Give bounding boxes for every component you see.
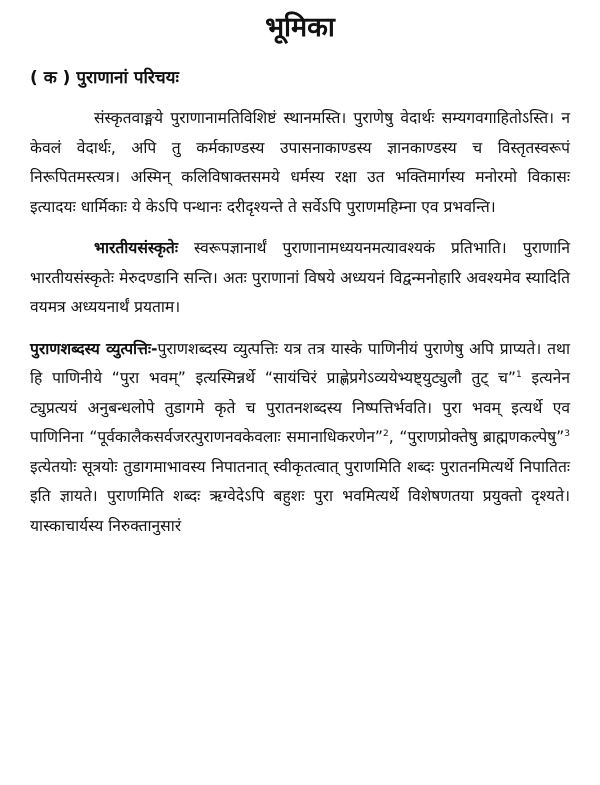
- section-heading: ( क ) पुराणानां परिचयः: [30, 68, 179, 88]
- page-title: भूमिका: [265, 12, 335, 43]
- paragraph-3: [30, 335, 570, 542]
- paragraph-1-text: संस्कृतवाङ्मये पुराणानामतिविशिष्टं स्थानमस्ति। पुराणेषु वेदार्थः सम्यगवगाहितोऽस्ति। न केवलं वेदार्थः, अपि तु कर्मकाण्डस्य उपासनाकाण्डस्य ज्ञानकाण्डस्य च विस्तृतस्वरूपं निरूपितमस्त्यत्र। अस्मिन् कलिविषाक्तसमये धर्मस्य रक्षा उत भक्तिमार्गस्य मनोरमो विकासः इत्यादयः धार्मिकाः ये केऽपि पन्थानः दरीदृश्यन्ते ते सर्वेऽपि पुराणमहिम्ना एव प्रभवन्ति।: [30, 109, 570, 216]
- paragraph-1: [30, 104, 570, 222]
- paragraph-3-text-part1: पुराणशब्दस्य व्युत्पत्तिः यत्र तत्र यास्के पाणिनीयं पुराणेषु अपि प्राप्यते। तथा हि पाणिनीये “पुरा भवम्” इत्यस्मिन्नर्थे “सायंचिरं प्राह्णेप्रगेऽव्ययेभ्यष्ट्युट्युलौ तुट् च”: [30, 339, 571, 387]
- paragraph-3-lead: पुराणशब्दस्य व्युत्पत्तिः-: [30, 339, 158, 358]
- footnote-marker-1: 1: [515, 369, 522, 380]
- paragraph-2-text: स्वरूपज्ञानार्थं पुराणानामध्ययनमत्यावश्यकं प्रतिभाति। पुराणानि भारतीयसंस्कृतेः मेरुदण्डानि सन्ति। अतः पुराणानां विषये अध्ययनं विद्वन्मनोहारि अवश्यमेव स्यादिति वयमत्र अध्ययनार्थं प्रयताम।: [30, 239, 570, 316]
- paragraph-3-text-part2: इत्यनेन ट्युप्रत्ययं अनुबन्धलोपे तुडागमे कृते च पुरातनशब्दस्य निष्पत्तिर्भवति। पुरा भवम् इत्यर्थे एव पाणिनिना “पूर्वकालैकसर्वजरत्पुराणनवकेवलाः समानाधिकरणेन”: [30, 369, 570, 446]
- paragraph-2-lead: भारतीयसंस्कृतेः: [94, 239, 178, 257]
- paragraph-3-text-part3: , “पुराणप्रोक्तेषु ब्राह्मणकल्पेषु”: [388, 428, 565, 446]
- footnote-marker-2: 2: [383, 428, 389, 439]
- footnote-marker-3: 3: [564, 428, 570, 439]
- paragraph-2: [30, 234, 570, 323]
- paragraph-3-text-part4: इत्येतयोः सूत्रयोः तुडागमाभावस्य निपातनात् स्वीकृतत्वात् पुराणमिति शब्दः पुरातनमित्यर्थे निपातितः इति ज्ञायते। पुराणमिति शब्दः ऋग्वेदेऽपि बहुशः पुरा भवमित्यर्थे विशेषणतया प्रयुक्तो दृश्यते। यास्काचार्यस्य निरुक्तानुसारं: [30, 457, 570, 535]
